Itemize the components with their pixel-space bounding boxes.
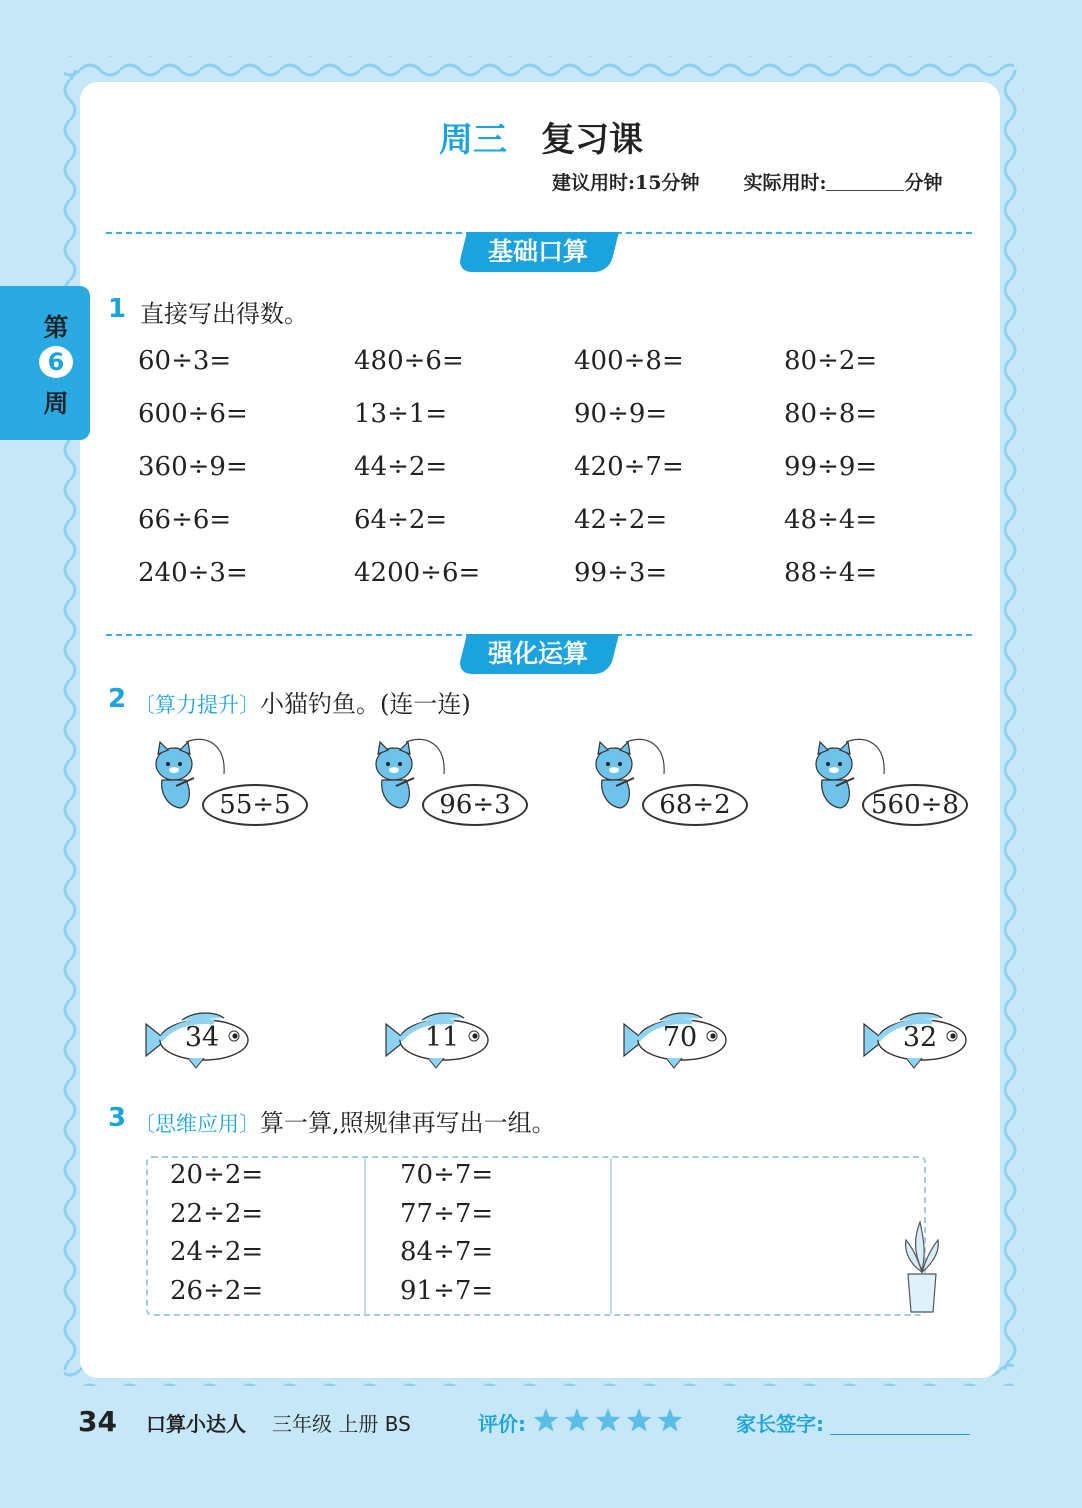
fish-answer[interactable]: 70 [662, 1022, 698, 1053]
star-icon [596, 1408, 621, 1432]
rating-label: 评价: [478, 1412, 526, 1436]
q1-problem: 80÷8= [784, 399, 878, 429]
rating-stars[interactable] [532, 1406, 692, 1436]
lesson-title: 复习课 [541, 120, 643, 160]
q1-problem: 420÷7= [574, 452, 684, 482]
pattern-problem: 24÷2= [170, 1237, 264, 1267]
q2-number: 2 [108, 684, 127, 714]
fish-answer[interactable]: 32 [902, 1022, 938, 1053]
q2-instruction: 小猫钓鱼。(连一连) [260, 690, 471, 718]
week-prefix: 第 [43, 313, 69, 342]
suggested-time: 建议用时:15分钟 [552, 172, 700, 194]
q3-instruction-line [134, 1103, 556, 1138]
q1-problem: 90÷9= [574, 399, 668, 429]
q1-problem: 66÷6= [138, 505, 232, 535]
potted-plant-icon [900, 1218, 944, 1314]
q3-number: 3 [108, 1103, 127, 1133]
parent-sign-label: 家长签字: [736, 1412, 824, 1436]
q2-tag: 〔算力提升〕 [134, 693, 260, 717]
q3-tag: 〔思维应用〕 [134, 1112, 260, 1136]
cat-problem-oval[interactable]: 560÷8 [862, 784, 968, 826]
q1-problem: 99÷9= [784, 452, 878, 482]
q1-problem: 60÷3= [138, 346, 232, 376]
pattern-problem: 20÷2= [170, 1160, 264, 1190]
q1-problem: 480÷6= [354, 346, 464, 376]
star-icon [565, 1408, 590, 1432]
q1-problem: 240÷3= [138, 558, 248, 588]
q2-instruction-line [134, 684, 471, 719]
q1-problem: 88÷4= [784, 558, 878, 588]
cat-problem-oval[interactable]: 96÷3 [422, 784, 528, 826]
pattern-problem: 22÷2= [170, 1198, 264, 1229]
q1-problem: 80÷2= [784, 346, 878, 376]
q1-problem: 64÷2= [354, 505, 448, 535]
pattern-problem: 70÷7= [400, 1160, 494, 1190]
actual-time-label: 实际用时: [743, 172, 827, 194]
pattern-problem: 84÷7= [400, 1237, 494, 1267]
q1-problem: 360÷9= [138, 452, 248, 482]
q1-problem: 42÷2= [574, 505, 668, 535]
star-icon [534, 1408, 559, 1432]
q1-problem: 48÷4= [784, 505, 878, 535]
star-icon [627, 1408, 652, 1432]
q1-instruction: 直接写出得数。 [140, 300, 308, 328]
book-title: 口算小达人 [146, 1412, 246, 1436]
fish-answer[interactable]: 11 [424, 1022, 460, 1053]
pattern-problem: 26÷2= [170, 1275, 264, 1306]
page-title [0, 112, 1082, 161]
pattern-problem: 77÷7= [400, 1198, 494, 1229]
day-label: 周三 [439, 120, 507, 160]
page-number: 34 [78, 1405, 117, 1438]
week-tab [0, 286, 90, 440]
q1-problem: 600÷6= [138, 399, 248, 429]
q1-problem: 44÷2= [354, 452, 448, 482]
section-banner-strengthen: 强化运算 [457, 634, 619, 674]
q1-problem: 13÷1= [354, 399, 448, 429]
grade-info: 三年级 上册 BS [272, 1412, 411, 1436]
q1-problem: 99÷3= [574, 558, 668, 588]
actual-time-unit: 分钟 [904, 172, 943, 194]
q1-number: 1 [108, 294, 127, 324]
section-banner-basic: 基础口算 [457, 232, 619, 272]
week-number: 6 [39, 346, 73, 378]
parent-sign-line[interactable] [830, 1434, 970, 1435]
q1-problem: 4200÷6= [354, 558, 481, 588]
star-icon [658, 1408, 683, 1432]
answer-area[interactable] [612, 1160, 902, 1310]
fish-answer[interactable]: 34 [184, 1022, 220, 1053]
pattern-problem: 91÷7= [400, 1275, 494, 1306]
q3-instruction: 算一算,照规律再写出一组。 [260, 1109, 556, 1137]
time-info [552, 168, 943, 195]
actual-time-blank[interactable] [826, 190, 904, 191]
cat-problem-oval[interactable]: 55÷5 [202, 784, 308, 826]
week-suffix: 周 [43, 389, 69, 418]
q1-problem: 400÷8= [574, 346, 684, 376]
cat-problem-oval[interactable]: 68÷2 [642, 784, 748, 826]
